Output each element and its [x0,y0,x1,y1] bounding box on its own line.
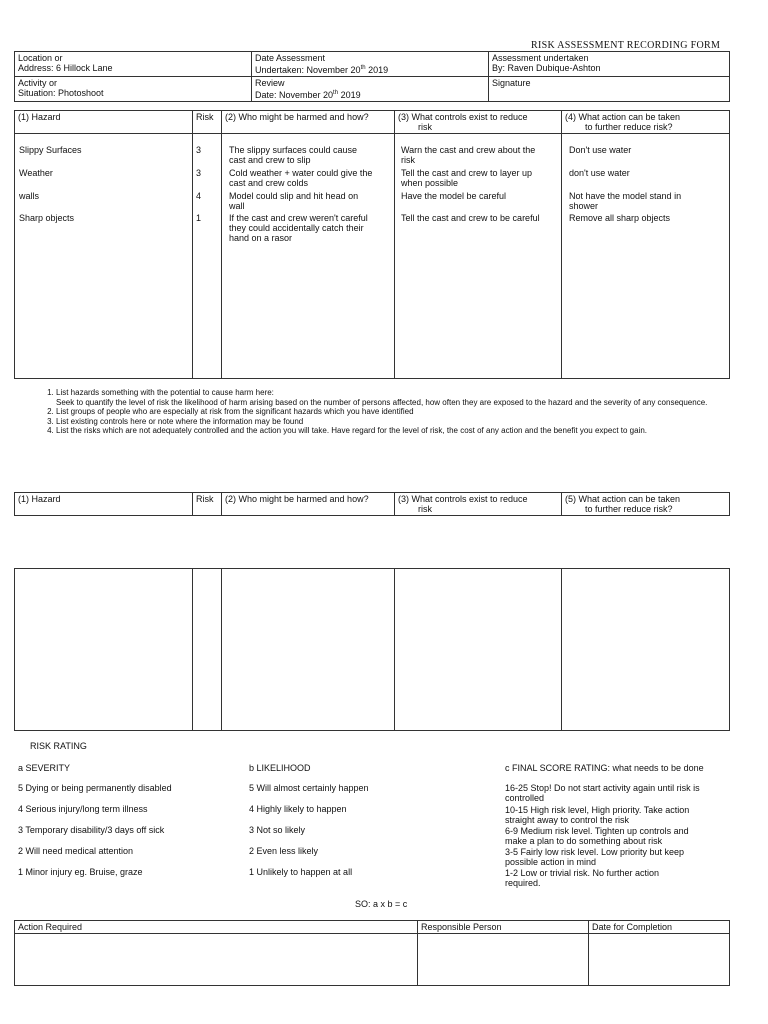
empty-risk-cell[interactable] [193,569,222,731]
hazard-row-hazard-cell [19,191,39,201]
location-label: Location or [18,53,63,63]
final-score-item: 3-5 Fairly low risk level. Low priority but keep possible action in mind [505,847,685,867]
hazard-row-harmed-cell [229,213,368,243]
final-score-item: 6-9 Medium risk level. Tighten up controls and make a plan to do something about risk [505,826,689,846]
final-score-item: 10-15 High risk level, High priority. Take action straight away to control the risk [505,805,690,825]
col-hazard-header: (1) Hazard [15,111,193,134]
hazard-row-harmed-cell [229,168,372,188]
hazard-row-text: shower [569,201,599,211]
hazard-row-action-cell [569,168,630,178]
note-item: 4. List the risks which are not adequately controlled and the action you will take. Have regard for the level of risk, the cost of any action and the benefit you expect to gain. [56,426,730,436]
hazard-row-controls-cell [401,145,535,165]
col-action-header: (4) What action can be taken to further reduce risk? [562,111,730,134]
final-score-item: 16-25 Stop! Do not start activity again until risk is controlled [505,783,700,803]
hazard-row-harmed-cell [229,145,357,165]
likelihood-item: 4 Highly likely to happen [249,804,347,814]
location-cell [15,52,252,77]
review-cell [252,77,489,102]
hazard-row-risk-cell [196,168,201,178]
final-score-title: c FINAL SCORE RATING: what needs to be done [505,763,704,773]
empty-controls-cell[interactable] [395,569,562,731]
hazard-row-text: hand on a rasor [229,233,293,243]
responsible-person-cell[interactable] [418,934,589,986]
hazard-row-hazard-cell [19,145,82,155]
hazard-row-risk-cell [196,191,201,201]
date-completion-header: Date for Completion [589,921,730,934]
hazard-row-risk-cell [196,145,201,155]
severity-title: a SEVERITY [18,763,71,773]
review-label: Review [255,78,285,88]
signature-cell [489,77,730,102]
assessment-by-cell [489,52,730,77]
hazard-row-text: they could accidentally catch their [229,223,364,233]
hazard-row-action-cell [569,191,681,211]
form-title: RISK ASSESSMENT RECORDING FORM [531,40,721,51]
hazard-row-text: 4 [196,191,202,201]
hazard-row-text: Warn the cast and crew about the [401,145,536,155]
date-assessment-cell [252,52,489,77]
severity-item: 4 Serious injury/long term illness [18,804,148,814]
activity-cell [15,77,252,102]
assessment-by-value: By: Raven Dubique-Ashton [492,63,601,73]
hazard-row-text: Remove all sharp objects [569,213,671,223]
hazard-row-controls-cell [401,191,506,201]
empty-action-cell[interactable] [562,569,730,731]
date-completion-cell[interactable] [589,934,730,986]
address-value: Address: 6 Hillock Lane [18,63,113,73]
formula: SO: a x b = c [355,899,408,909]
hazard-row-text: don't use water [569,168,630,178]
action-required-cell[interactable] [15,934,418,986]
risk-rating-title: RISK RATING [30,741,87,751]
hazard-row-controls-cell [401,213,540,223]
likelihood-item: 2 Even less likely [249,846,319,856]
hazard-row-text: 1 [196,213,202,223]
review-date: Date: November 20th 2019 [255,90,361,100]
notes-list [40,388,730,436]
hazard-row-text: when possible [401,178,459,188]
hazard-row-text: Weather [19,168,53,178]
note-item: 3. List existing controls here or note where the information may be found [56,417,730,427]
hazard-row-text: Slippy Surfaces [19,145,82,155]
severity-item: 3 Temporary disability/3 days off sick [18,825,165,835]
hazard-row-text: Don't use water [569,145,632,155]
hazard-row-controls-cell [401,168,532,188]
header-table [14,51,730,102]
col-risk-header: Risk [193,111,222,134]
severity-item: 5 Dying or being permanently disabled [18,783,172,793]
likelihood-title: b LIKELIHOOD [249,763,311,773]
col-harmed-header-2: (2) Who might be harmed and how? [222,493,395,516]
hazard-table-2-header [14,492,730,516]
hazard-row-text: Not have the model stand in [569,191,682,201]
hazard-row-risk-cell [196,213,201,223]
date-assessment-label: Date Assessment [255,53,326,63]
col-controls-header-2: (3) What controls exist to reduce risk [395,493,562,516]
note-item: 2. List groups of people who are especially at risk from the significant hazards which you have identified [56,407,730,417]
hazard-row-text: Cold weather + water could give the [229,168,373,178]
severity-item: 2 Will need medical attention [18,846,134,856]
col-risk-header-2: Risk [193,493,222,516]
hazard-row-text: 3 [196,145,202,155]
hazard-row-text: risk [401,155,415,165]
action-required-header: Action Required [15,921,418,934]
signature-label: Signature [492,78,531,88]
hazard-row-text: Tell the cast and crew to layer up [401,168,533,178]
col-harmed-header: (2) Who might be harmed and how? [222,111,395,134]
hazard-row-text: cast and crew to slip [229,155,311,165]
hazard-row-harmed-cell [229,191,358,211]
likelihood-item: 5 Will almost certainly happen [249,783,369,793]
assessment-by-label: Assessment undertaken [492,53,589,63]
col-controls-header: (3) What controls exist to reduce risk [395,111,562,134]
severity-item: 1 Minor injury eg. Bruise, graze [18,867,143,877]
col-hazard-header-2: (1) Hazard [15,493,193,516]
final-score-item: 1-2 Low or trivial risk. No further action required. [505,868,660,888]
responsible-person-header: Responsible Person [418,921,589,934]
hazard-row-text: cast and crew colds [229,178,309,188]
hazard-row-text: 3 [196,168,202,178]
hazard-table-2-body [14,568,730,731]
hazard-row-text: Model could slip and hit head on [229,191,359,201]
situation-value: Situation: Photoshoot [18,88,104,98]
hazard-row-text: walls [19,191,40,201]
col-action-header-2: (5) What action can be taken to further reduce risk? [562,493,730,516]
hazard-row-action-cell [569,213,670,223]
hazard-row-text: Have the model be careful [401,191,507,201]
note-item: 1. List hazards something with the potential to cause harm here: Seek to quantify the level of risk the likelihood of harm arising based on the number of persons affected, how often they are exposed to the hazard and the severity of any consequence. [56,388,730,407]
likelihood-item: 3 Not so likely [249,825,306,835]
action-table [14,920,730,986]
hazard-row-text: The slippy surfaces could cause [229,145,358,155]
likelihood-item: 1 Unlikely to happen at all [249,867,353,877]
hazard-row-text: Tell the cast and crew to be careful [401,213,540,223]
empty-harmed-cell[interactable] [222,569,395,731]
undertaken-date: Undertaken: November 20th 2019 [255,65,389,75]
hazard-row-text: wall [229,201,245,211]
hazard-row-hazard-cell [19,213,74,223]
empty-hazard-cell[interactable] [15,569,193,731]
hazard-row-text: If the cast and crew weren't careful [229,213,368,223]
hazard-row-text: Sharp objects [19,213,75,223]
activity-label: Activity or [18,78,58,88]
hazard-row-hazard-cell [19,168,53,178]
hazard-row-action-cell [569,145,631,155]
